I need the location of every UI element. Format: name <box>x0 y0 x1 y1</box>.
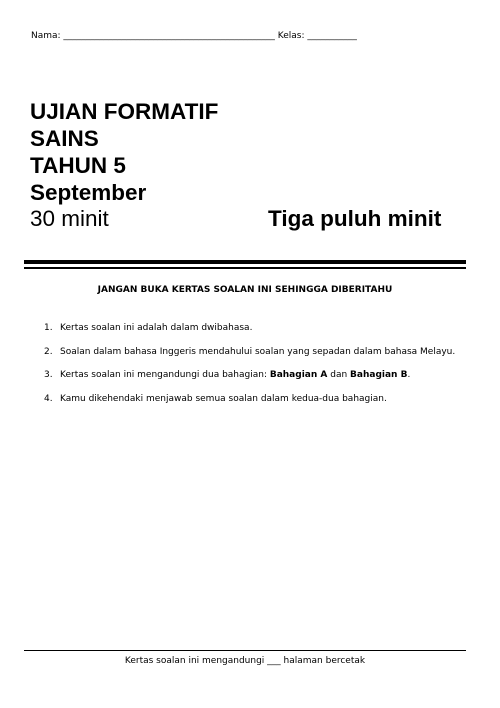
instruction-text: Kertas soalan ini adalah dalam dwibahasa. <box>60 323 253 333</box>
instruction-period: . <box>407 370 411 380</box>
instructions-list <box>44 323 455 417</box>
section-a-label: Bahagian A <box>269 370 328 380</box>
instruction-item <box>44 394 455 418</box>
divider-thin <box>24 267 466 269</box>
instruction-item <box>44 323 455 347</box>
year-title: TAHUN 5 <box>30 153 126 178</box>
instruction-item <box>44 347 455 371</box>
instruction-number: 4. <box>44 393 53 404</box>
duration-numeric: 30 minit <box>30 206 109 231</box>
page-count-footer: Kertas soalan ini mengandungi ___ halaman bercetak <box>124 656 366 666</box>
month-title: September <box>30 180 147 205</box>
instruction-number: 3. <box>44 370 53 380</box>
instruction-connector: dan <box>327 370 351 380</box>
footer-divider <box>24 650 466 651</box>
instruction-number: 1. <box>44 323 53 333</box>
instruction-number: 2. <box>44 346 53 357</box>
subject-title: SAINS <box>30 126 99 151</box>
divider-thick <box>24 260 466 264</box>
instruction-text: Kamu dikehendaki menjawab semua soalan dalam kedua-dua bahagian. <box>60 393 387 404</box>
duration-words: Tiga puluh minit <box>268 206 442 231</box>
instruction-text: Kertas soalan ini mengandungi dua bahagian: <box>60 370 270 380</box>
instruction-item <box>44 370 455 394</box>
name-class-line: Nama: _______________________________________________ Kelas: ___________ <box>31 31 357 41</box>
section-b-label: Bahagian B <box>350 370 408 380</box>
warning-notice: JANGAN BUKA KERTAS SOALAN INI SEHINGGA DIBERITAHU <box>97 285 393 295</box>
exam-title-block <box>30 98 218 206</box>
instruction-text: Soalan dalam bahasa Inggeris mendahului soalan yang sepadan dalam bahasa Melayu. <box>60 346 456 357</box>
exam-title: UJIAN FORMATIF <box>30 99 219 124</box>
